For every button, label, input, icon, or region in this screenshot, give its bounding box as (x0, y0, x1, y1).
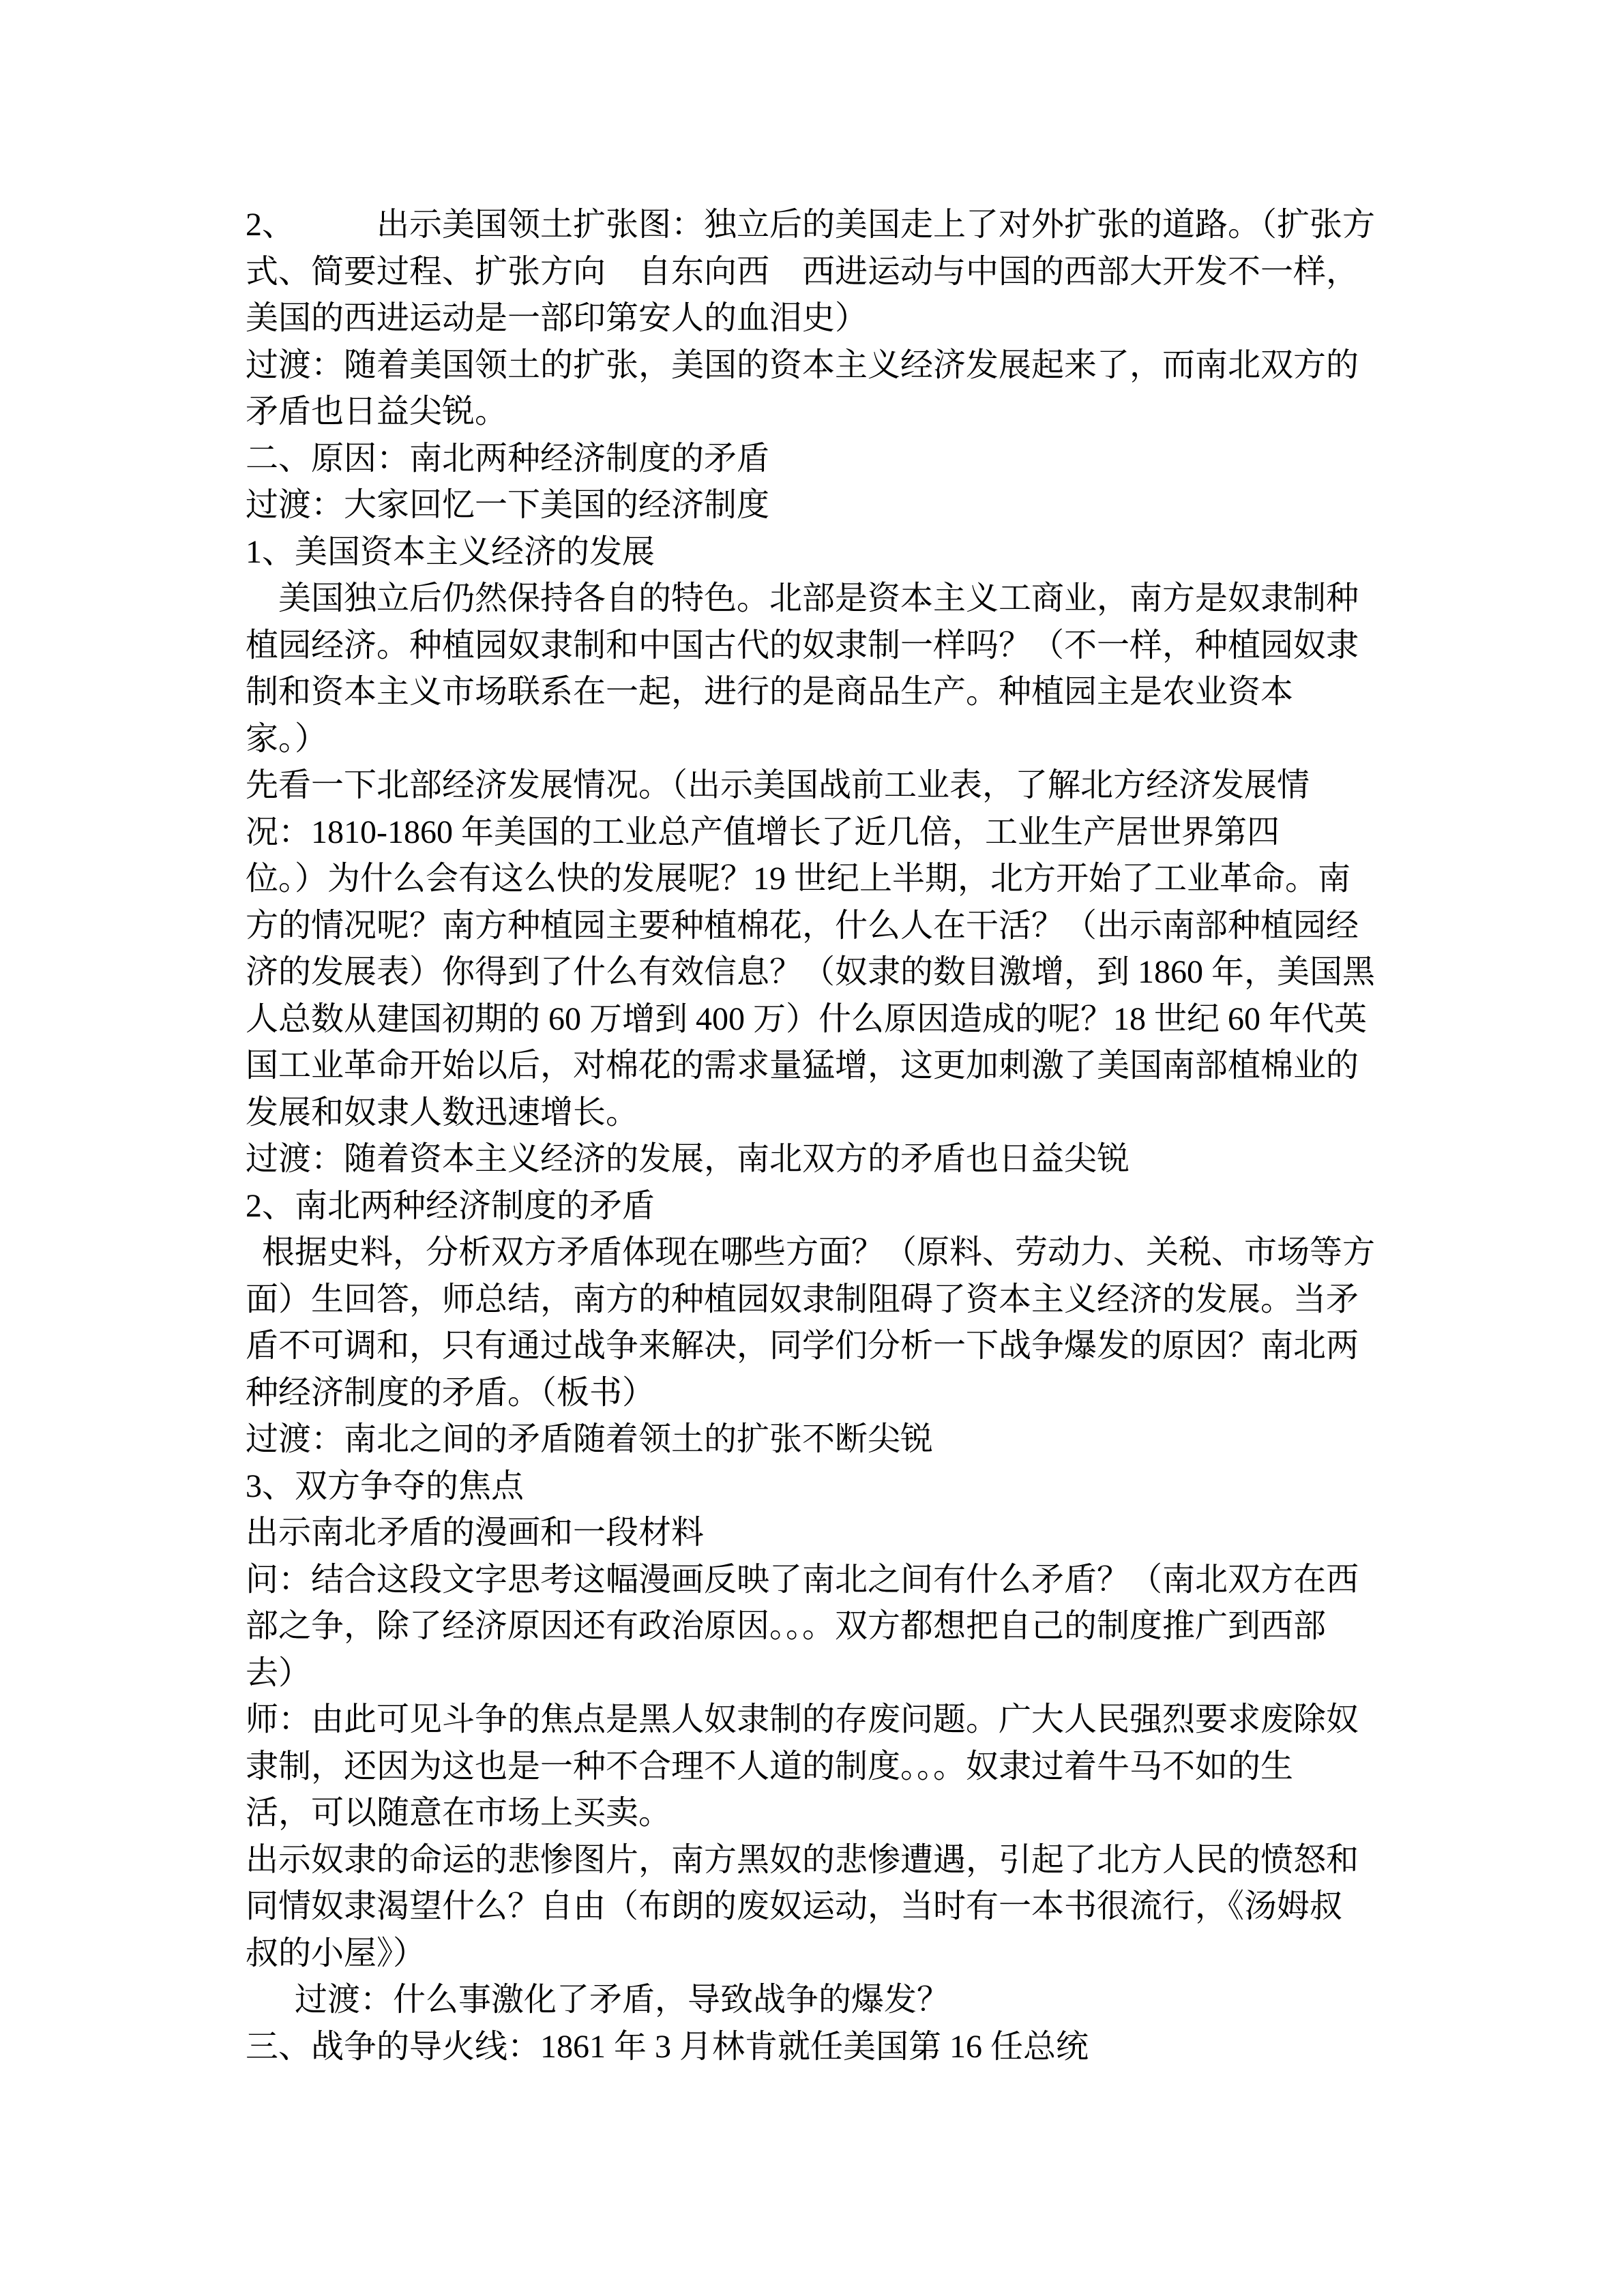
text-line: 活，可以随意在市场上买卖。 (246, 1795, 672, 1831)
text-line: 况：1810-1860 年美国的工业总产值增长了近几倍，工业生产居世界第四 (246, 814, 1280, 850)
text-line: 1、美国资本主义经济的发展 (246, 533, 655, 570)
text-line: 济的发展表）你得到了什么有效信息？（奴隶的数目激增，到 1860 年，美国黑 (246, 954, 1376, 990)
text-line: 制和资本主义市场联系在一起，进行的是商品生产。种植园主是农业资本 (246, 674, 1294, 710)
text-line: 发展和奴隶人数迅速增长。 (246, 1094, 639, 1131)
text-line: 三、战争的导火线：1861 年 3 月林肯就任美国第 16 任总统 (246, 2028, 1089, 2065)
text-line: 人总数从建国初期的 60 万增到 400 万）什么原因造成的呢？18 世纪 60 年代英 (246, 1000, 1368, 1037)
text-line: 先看一下北部经济发展情况。（出示美国战前工业表，了解北方经济发展情 (246, 767, 1310, 803)
text-line: 方的情况呢？南方种植园主要种植棉花，什么人在干活？（出示南部种植园经 (246, 907, 1359, 944)
text-line: 盾不可调和，只有通过战争来解决，同学们分析一下战争爆发的原因？南北两 (246, 1328, 1359, 1364)
text-line: 根据史料，分析双方矛盾体现在哪些方面？（原料、劳动力、关税、市场等方 (246, 1234, 1376, 1270)
text-line: 出示南北矛盾的漫画和一段材料 (246, 1515, 705, 1551)
text-line: 家。） (246, 720, 328, 757)
text-line: 去） (246, 1654, 312, 1691)
text-line: 师：由此可见斗争的焦点是黑人奴隶制的存废问题。广大人民强烈要求废除奴 (246, 1701, 1359, 1738)
text-line: 部之争，除了经济原因还有政治原因。。。双方都想把自己的制度推广到西部 (246, 1608, 1327, 1644)
text-line: 3、双方争夺的焦点 (246, 1467, 525, 1504)
text-line: 二、原因：南北两种经济制度的矛盾 (246, 440, 770, 477)
text-line: 同情奴隶渴望什么？自由（布朗的废奴运动，当时有一本书很流行，《汤姆叔 (246, 1888, 1343, 1924)
text-line: 美国的西进运动是一部印第安人的血泪史） (246, 300, 868, 336)
text-line: 国工业革命开始以后，对棉花的需求量猛增，这更加刺激了美国南部植棉业的 (246, 1047, 1359, 1084)
text-line: 美国独立后仍然保持各自的特色。北部是资本主义工商业，南方是奴隶制种 (246, 580, 1359, 616)
text-line: 叔的小屋》） (246, 1935, 426, 1971)
text-line: 位。）为什么会有这么快的发展呢？19 世纪上半期，北方开始了工业革命。南 (246, 861, 1351, 897)
text-line: 植园经济。种植园奴隶制和中国古代的奴隶制一样吗？（不一样，种植园奴隶 (246, 627, 1359, 664)
text-line: 问：结合这段文字思考这幅漫画反映了南北之间有什么矛盾？（南北双方在西 (246, 1561, 1359, 1598)
document-text-block (246, 202, 1405, 2070)
text-line: 过渡：南北之间的矛盾随着领土的扩张不断尖锐 (246, 1421, 934, 1457)
text-line: 过渡：什么事激化了矛盾，导致战争的爆发？ (246, 1982, 950, 2018)
text-line: 种经济制度的矛盾。（板书） (246, 1374, 655, 1411)
text-line: 过渡：大家回忆一下美国的经济制度 (246, 487, 770, 523)
text-line: 隶制，还因为这也是一种不合理不人道的制度。。。奴隶过着牛马不如的生 (246, 1748, 1294, 1785)
text-line: 出示奴隶的命运的悲惨图片，南方黑奴的悲惨遭遇，引起了北方人民的愤怒和 (246, 1841, 1359, 1878)
text-line: 面）生回答，师总结，南方的种植园奴隶制阻碍了资本主义经济的发展。当矛 (246, 1281, 1359, 1317)
text-line: 2、 出示美国领土扩张图：独立后的美国走上了对外扩张的道路。（扩张方 (246, 207, 1376, 243)
text-line: 矛盾也日益尖锐。 (246, 393, 508, 430)
text-line: 过渡：随着美国领土的扩张，美国的资本主义经济发展起来了，而南北双方的 (246, 346, 1359, 383)
text-line: 式、简要过程、扩张方向 自东向西 西进运动与中国的西部大开发不一样， (246, 253, 1359, 290)
text-line: 过渡：随着资本主义经济的发展，南北双方的矛盾也日益尖锐 (246, 1141, 1130, 1177)
text-line: 2、南北两种经济制度的矛盾 (246, 1187, 655, 1224)
